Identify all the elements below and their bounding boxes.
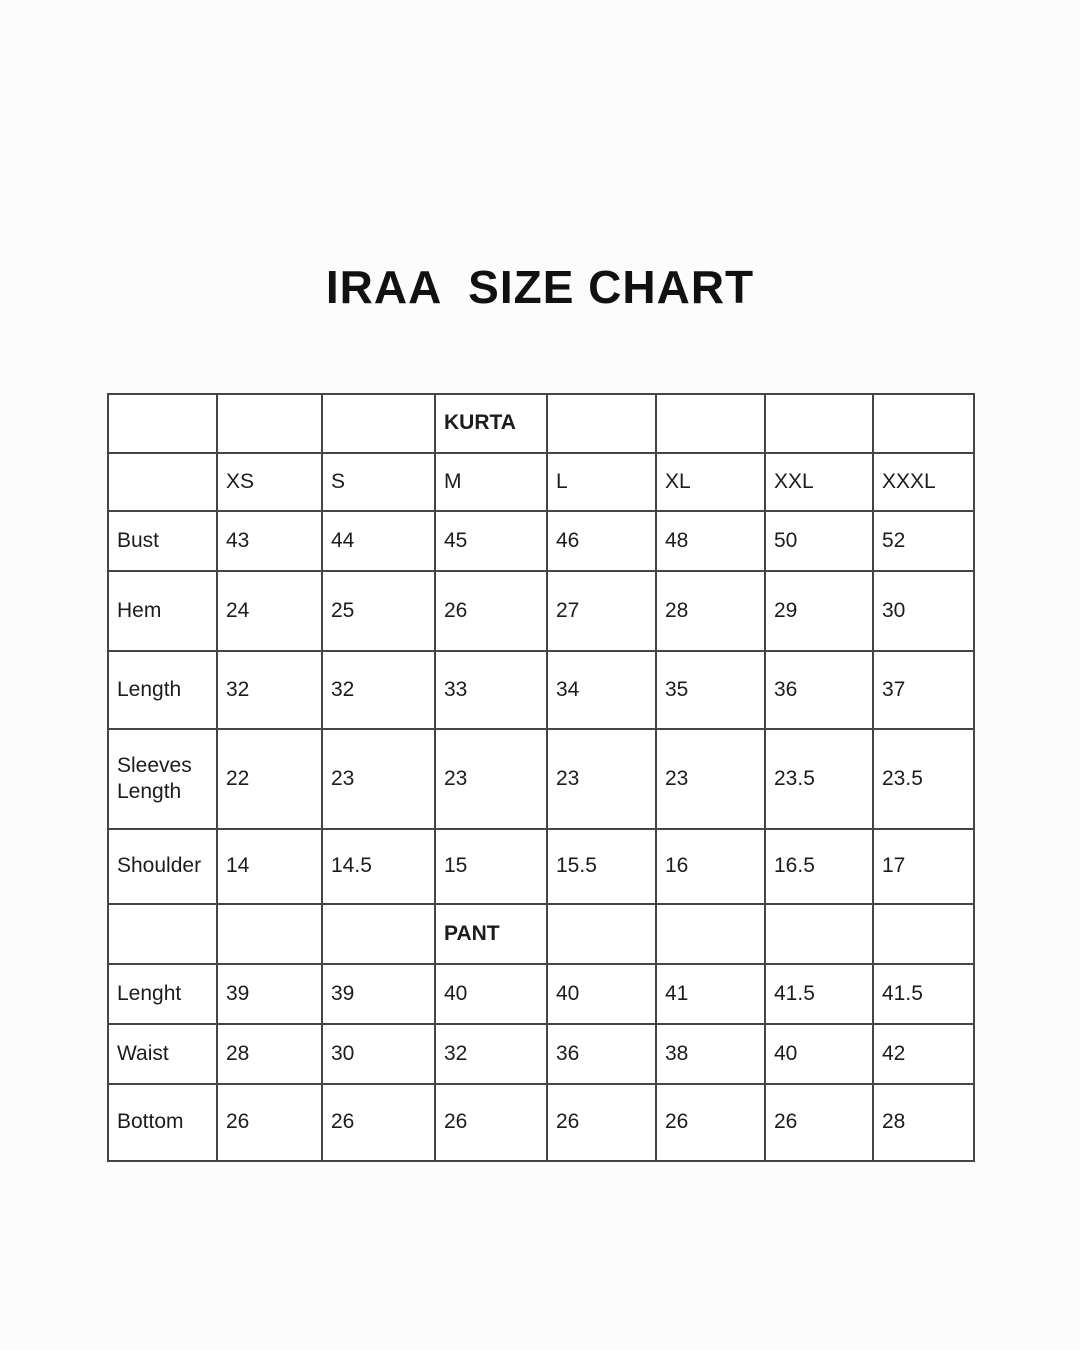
measurement-value: 35 [656,651,765,729]
measurement-value: 38 [656,1024,765,1084]
measurement-value: 29 [765,571,873,651]
measurement-value: 16.5 [765,829,873,904]
measurement-value: 26 [217,1084,322,1161]
size-col-header-l: L [547,453,656,511]
measurement-value: 23.5 [765,729,873,829]
measurement-value: 48 [656,511,765,571]
measurement-label: Lenght [108,964,217,1024]
measurement-value: 26 [547,1084,656,1161]
empty-cell [547,394,656,453]
measurement-value: 52 [873,511,974,571]
size-header-row [108,453,974,511]
empty-cell [217,394,322,453]
measurement-value: 23 [656,729,765,829]
measurement-label: Waist [108,1024,217,1084]
empty-cell [656,904,765,964]
measurement-label: Bust [108,511,217,571]
measurement-value: 50 [765,511,873,571]
table-row-pant-length [108,964,974,1024]
measurement-value: 17 [873,829,974,904]
measurement-value: 27 [547,571,656,651]
size-col-header-xl: XL [656,453,765,511]
measurement-value: 22 [217,729,322,829]
size-col-header-xxl: XXL [765,453,873,511]
measurement-value: 40 [547,964,656,1024]
measurement-value: 30 [873,571,974,651]
measurement-value: 43 [217,511,322,571]
table-row-bust [108,511,974,571]
table-row-length [108,651,974,729]
measurement-value: 32 [435,1024,547,1084]
measurement-value: 46 [547,511,656,571]
empty-cell [873,904,974,964]
section-header-kurta: KURTA [435,394,547,453]
measurement-value: 41.5 [873,964,974,1024]
measurement-label: Bottom [108,1084,217,1161]
measurement-value: 39 [217,964,322,1024]
table-row-bottom [108,1084,974,1161]
empty-cell [765,394,873,453]
table-row-sleeves-length [108,729,974,829]
measurement-value: 41.5 [765,964,873,1024]
measurement-value: 44 [322,511,435,571]
table-row-hem [108,571,974,651]
measurement-value: 33 [435,651,547,729]
empty-cell [765,904,873,964]
page-title: IRAA SIZE CHART [325,261,755,313]
section-header-pant: PANT [435,904,547,964]
empty-cell [873,394,974,453]
size-col-header-s: S [322,453,435,511]
measurement-value: 28 [217,1024,322,1084]
size-chart-table [107,393,975,1162]
empty-cell [656,394,765,453]
measurement-value: 30 [322,1024,435,1084]
measurement-value: 24 [217,571,322,651]
empty-cell [322,394,435,453]
table-row-shoulder [108,829,974,904]
empty-cell [322,904,435,964]
size-col-header-m: M [435,453,547,511]
measurement-value: 16 [656,829,765,904]
measurement-value: 40 [765,1024,873,1084]
measurement-value: 15.5 [547,829,656,904]
table-row-waist [108,1024,974,1084]
measurement-value: 26 [435,571,547,651]
measurement-value: 26 [435,1084,547,1161]
measurement-value: 34 [547,651,656,729]
measurement-value: 26 [765,1084,873,1161]
empty-cell [547,904,656,964]
measurement-value: 15 [435,829,547,904]
measurement-value: 23 [547,729,656,829]
measurement-value: 25 [322,571,435,651]
empty-cell [108,453,217,511]
measurement-label: Hem [108,571,217,651]
measurement-value: 36 [547,1024,656,1084]
size-col-header-xs: XS [217,453,322,511]
measurement-value: 23 [322,729,435,829]
measurement-value: 26 [322,1084,435,1161]
measurement-label: Length [108,651,217,729]
measurement-value: 32 [217,651,322,729]
section-row-pant [108,904,974,964]
measurement-value: 14.5 [322,829,435,904]
measurement-value: 42 [873,1024,974,1084]
size-col-header-xxxl: XXXL [873,453,974,511]
empty-cell [108,904,217,964]
section-row-kurta [108,394,974,453]
measurement-value: 23.5 [873,729,974,829]
measurement-label: Sleeves Length [108,729,217,829]
empty-cell [217,904,322,964]
measurement-value: 26 [656,1084,765,1161]
measurement-value: 36 [765,651,873,729]
measurement-value: 40 [435,964,547,1024]
measurement-label: Shoulder [108,829,217,904]
measurement-value: 23 [435,729,547,829]
measurement-value: 28 [873,1084,974,1161]
measurement-value: 41 [656,964,765,1024]
empty-cell [108,394,217,453]
measurement-value: 45 [435,511,547,571]
measurement-value: 28 [656,571,765,651]
measurement-value: 32 [322,651,435,729]
measurement-value: 14 [217,829,322,904]
measurement-value: 39 [322,964,435,1024]
measurement-value: 37 [873,651,974,729]
